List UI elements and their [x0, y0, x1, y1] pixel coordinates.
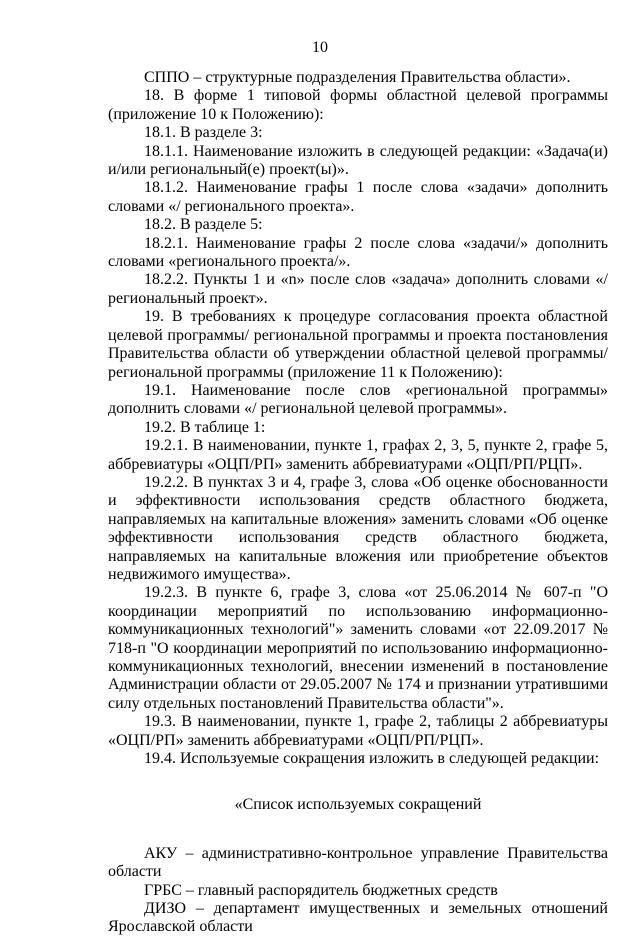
paragraph: 19.1. Наименование после слов «региональной программы» дополнить словами «/ региональной целевой программы». — [108, 381, 608, 418]
paragraph: 19.4. Используемые сокращения изложить в следующей редакции: — [144, 750, 600, 768]
abbreviation-item: АКУ – административно-контрольное управление Правительства области — [108, 844, 608, 881]
paragraph: 18.2. В разделе 5: — [144, 216, 263, 234]
paragraph: 18. В форме 1 типовой формы областной целевой программы (приложение 10 к Положению): — [108, 87, 608, 123]
paragraph: 19.2.1. В наименовании, пункте 1, графах 2, 3, 5, пункте 2, графе 5, аббревиатуры «ОЦП/РП» заменить аббревиатурами «ОЦП/РП/РЦП». — [108, 437, 608, 473]
abbreviation-item: ДИЗО – департамент имущественных и земельных отношений Ярославской области — [108, 900, 608, 936]
paragraph: 19.2.2. В пунктах 3 и 4, графе 3, слова «Об оценке обоснованности и эффективности использования средств областного бюджета, направляемых на капитальные вложения» заменить словами «Об оценке эффективности использования средств областного бюджета, направляемых на капитальные вложения или приобретение объектов недвижимого имущества». — [108, 473, 608, 583]
paragraph: 18.1.2. Наименование графы 1 после слова «задачи» дополнить словами «/ регионального проекта». — [108, 179, 608, 215]
paragraph: СППО – структурные подразделения Правительства области». — [144, 69, 571, 86]
document-body — [108, 69, 608, 937]
abbreviation-item: ГРБС – главный распорядитель бюджетных средств — [144, 881, 498, 899]
paragraph: 19.3. В наименовании, пункте 1, графе 2, таблицы 2 аббревиатуры «ОЦП/РП» заменить аббревиатурами «ОЦП/РП/РЦП». — [108, 713, 608, 749]
paragraph: 18.1.1. Наименование изложить в следующей редакции: «Задача(и) и/или региональный(е) проект(ы)». — [108, 142, 608, 179]
abbreviations-list-title: «Список используемых сокращений — [234, 796, 482, 814]
paragraph: 19.2.3. В пункте 6, графе 3, слова «от 25.06.2014 № 607-п "О координации мероприятий по использованию информационно-коммуникационных технологий"» заменить словами «от 22.09.2017 № 718-п "О координации мероприятий по использованию информационно-коммуникационных технологий, внесении изменений в постановление Администрации области от 29.05.2007 № 174 и признании утратившими силу отдельных постановлений Правительства области"». — [108, 584, 608, 712]
paragraph: 18.2.2. Пункты 1 и «n» после слов «задача» дополнить словами «/ региональный проект». — [108, 271, 608, 307]
paragraph: 19. В требованиях к процедуре согласования проекта областной целевой программы/ региональной программы и проекта постановления Правительства области об утверждении областной целевой программы/ региональной программы (приложение 11 к Положению): — [108, 308, 608, 381]
paragraph: 19.2. В таблице 1: — [144, 418, 266, 436]
paragraph: 18.1. В разделе 3: — [144, 124, 263, 142]
paragraph: 18.2.1. Наименование графы 2 после слова «задачи/» дополнить словами «регионального проекта/». — [108, 234, 608, 271]
page-number: 10 — [312, 39, 328, 56]
